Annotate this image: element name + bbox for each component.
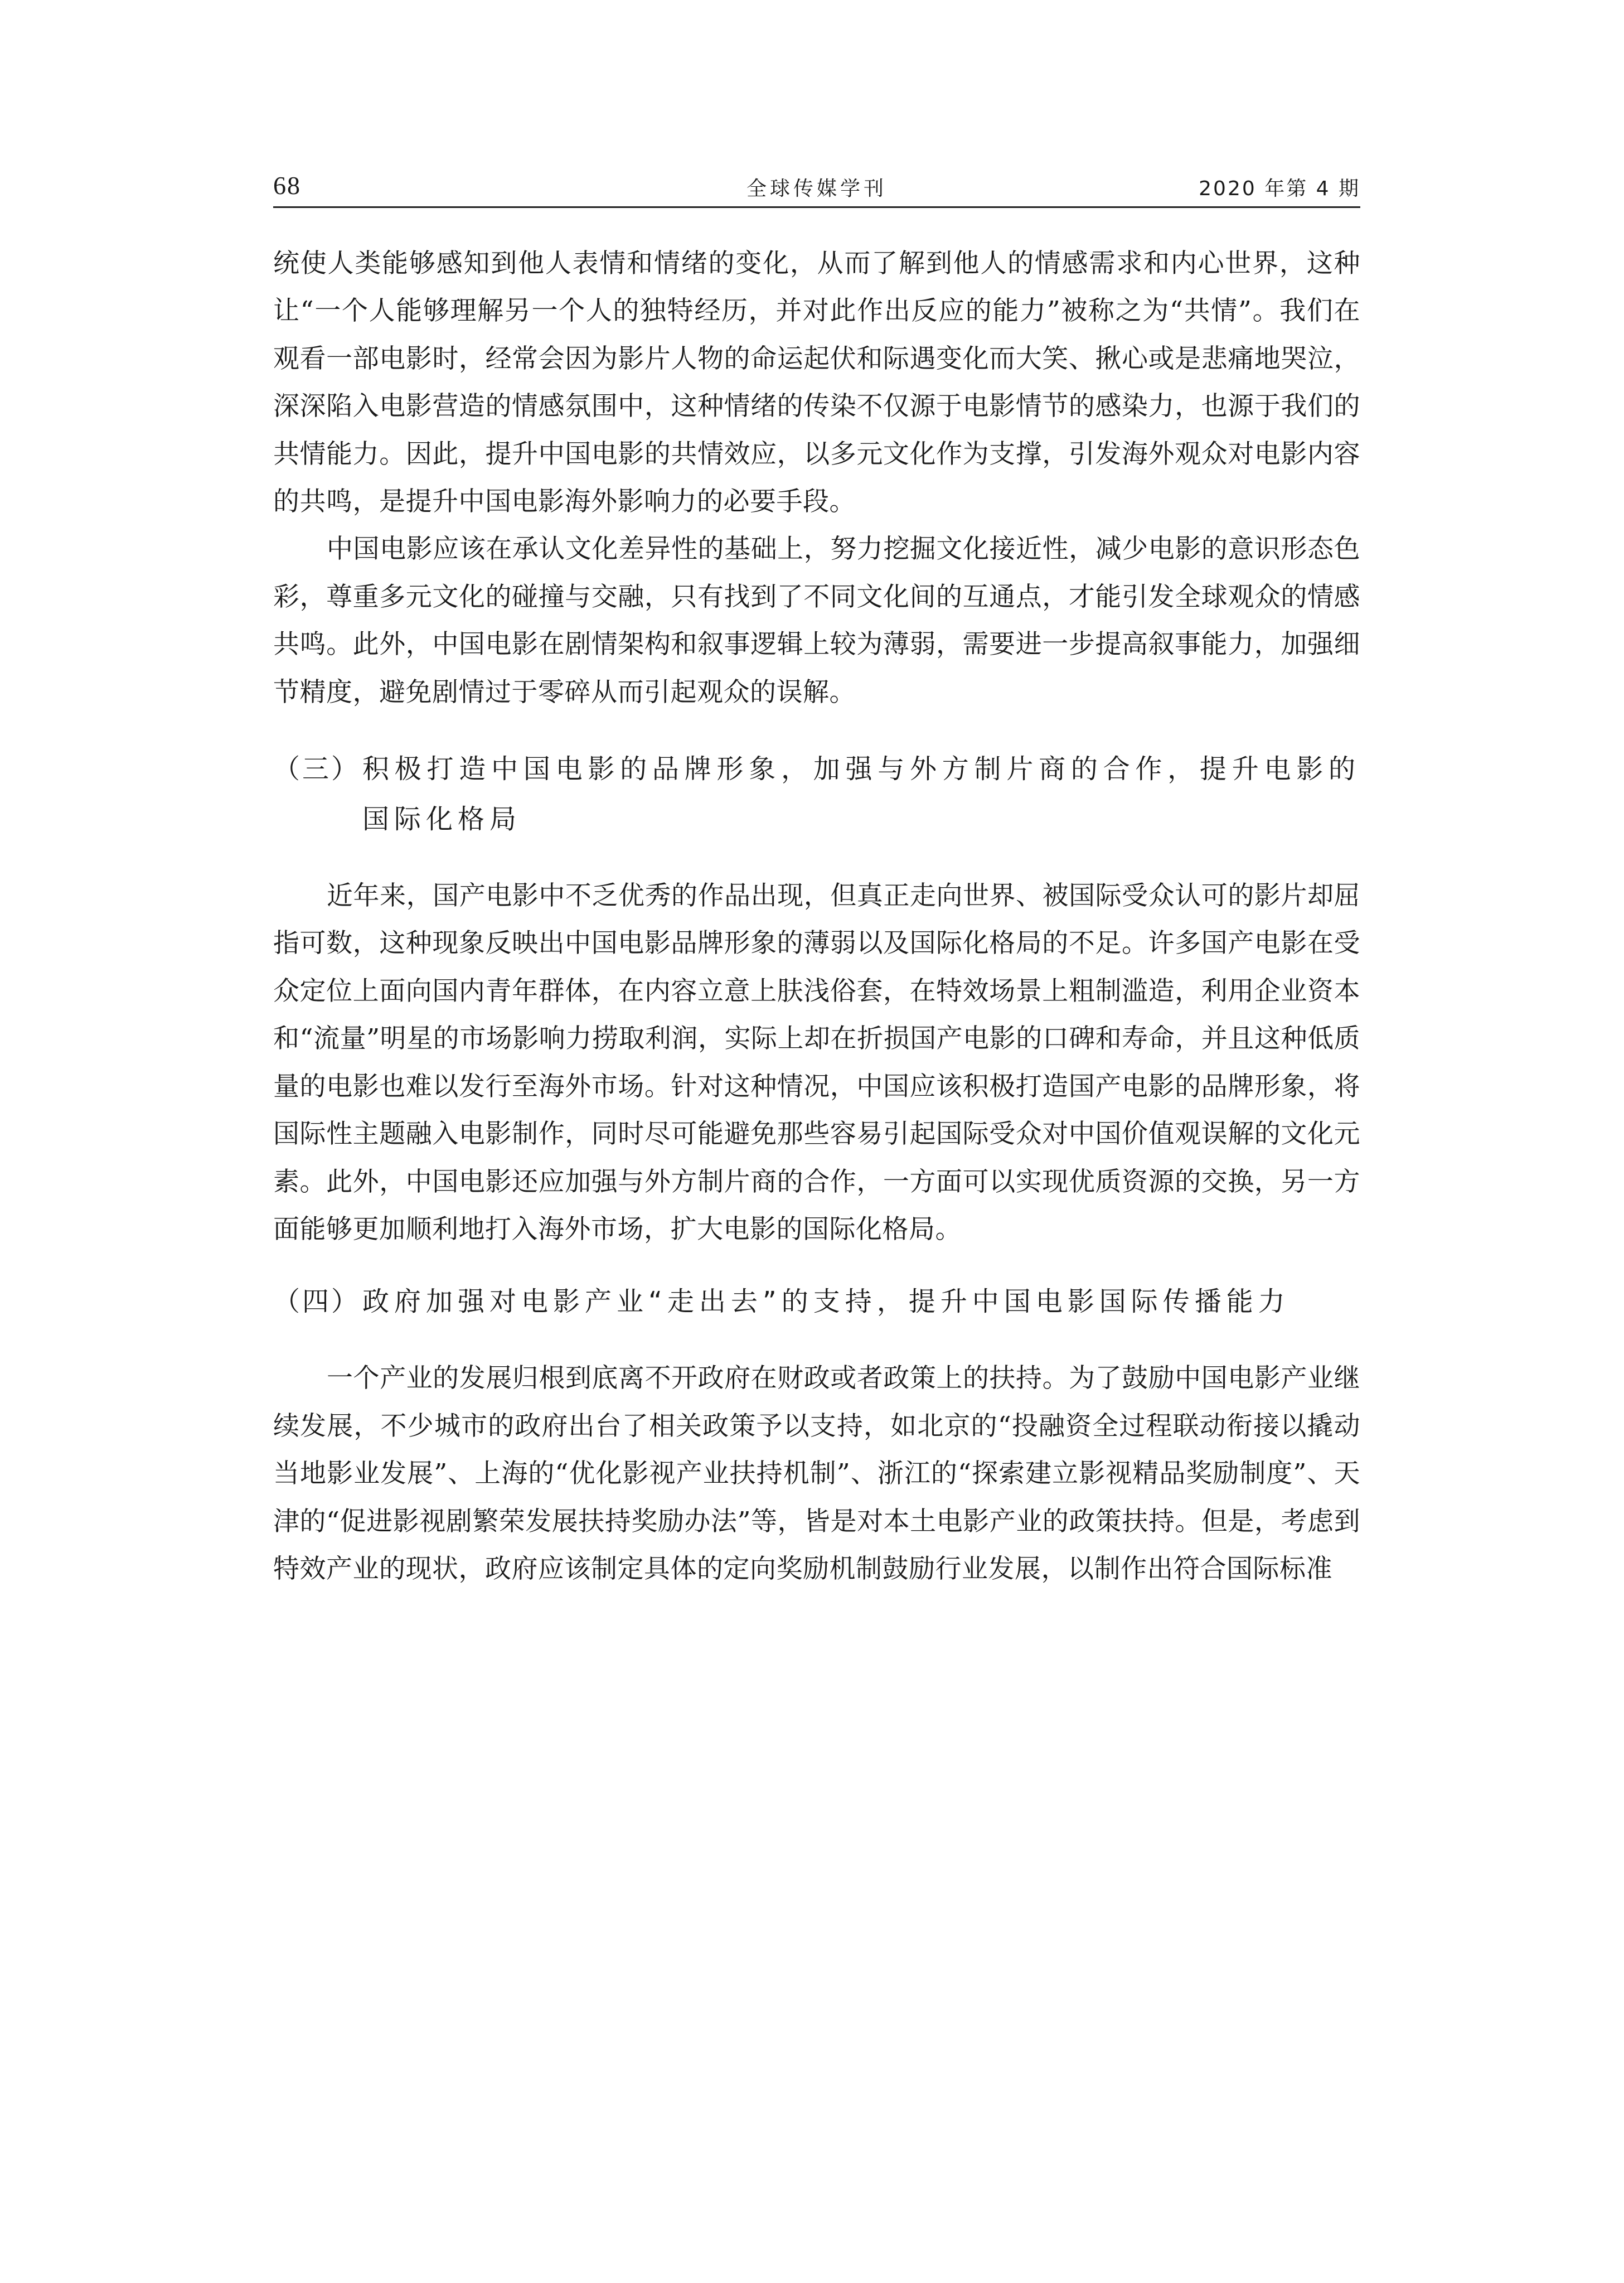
journal-title: 全球传媒学刊 xyxy=(746,177,887,200)
paragraph: 近年来，国产电影中不乏优秀的作品出现，但真正走向世界、被国际受众认可的影片却屈指可数，这种现象反映出中国电影品牌形象的薄弱以及国际化格局的不足。许多国产电影在受众定位上面向国内青年群体，在内容立意上肤浅俗套，在特效场景上粗制滥造，利用企业资本和“流量”明星的市场影响力捞取利润，实际上却在折损国产电影的口碑和寿命，并且这种低质量的电影也难以发行至海外市场。针对这种情况，中国应该积极打造国产电影的品牌形象，将国际性主题融入电影制作，同时尽可能避免那些容易引起国际受众对中国价值观误解的文化元素。此外，中国电影还应加强与外方制片商的合作，一方面可以实现优质资源的交换，另一方面能够更加顺利地打入海外市场，扩大电影的国际化格局。 xyxy=(273,881,1360,1245)
section-heading-text: 积极打造中国电影的品牌形象，加强与外方制片商的合作，提升电影的国际化格局 xyxy=(362,753,1360,835)
section-heading-text: 政府加强对电影产业“走出去”的支持，提升中国电影国际传播能力 xyxy=(362,1286,1290,1318)
section-number: （四） xyxy=(273,1286,361,1318)
running-header xyxy=(273,167,1360,208)
section-number: （三） xyxy=(273,753,361,785)
article-body xyxy=(273,240,1360,1593)
paragraph-continued: 统使人类能够感知到他人表情和情绪的变化，从而了解到他人的情感需求和内心世界，这种让“一个人能够理解另一个人的独特经历，并对此作出反应的能力”被称之为“共情”。我们在观看一部电影时，经常会因为影片人物的命运起伏和际遇变化而大笑、揪心或是悲痛地哭泣，深深陷入电影营造的情感氛围中，这种情绪的传染不仅源于电影情节的感染力，也源于我们的共情能力。因此，提升中国电影的共情效应，以多元文化作为支撑，引发海外观众对电影内容的共鸣，是提升中国电影海外影响力的必要手段。 xyxy=(273,248,1360,517)
section-heading-3 xyxy=(273,744,1360,844)
page-number: 68 xyxy=(273,171,301,200)
issue-label: 2020 年第 4 期 xyxy=(1199,177,1360,200)
paragraph: 中国电影应该在承认文化差异性的基础上，努力挖掘文化接近性，减少电影的意识形态色彩，尊重多元文化的碰撞与交融，只有找到了不同文化间的互通点，才能引发全球观众的情感共鸣。此外，中国电影在剧情架构和叙事逻辑上较为薄弱，需要进一步提高叙事能力，加强细节精度，避免剧情过于零碎从而引起观众的误解。 xyxy=(273,534,1360,708)
section-heading-4 xyxy=(273,1276,1360,1327)
paragraph: 一个产业的发展归根到底离不开政府在财政或者政策上的扶持。为了鼓励中国电影产业继续发展，不少城市的政府出台了相关政策予以支持，如北京的“投融资全过程联动衔接以撬动当地影业发展”、上海的“优化影视产业扶持机制”、浙江的“探索建立影视精品奖励制度”、天津的“促进影视剧繁荣发展扶持奖励办法”等，皆是对本土电影产业的政策扶持。但是，考虑到特效产业的现状，政府应该制定具体的定向奖励机制鼓励行业发展，以制作出符合国际标准 xyxy=(273,1363,1360,1584)
